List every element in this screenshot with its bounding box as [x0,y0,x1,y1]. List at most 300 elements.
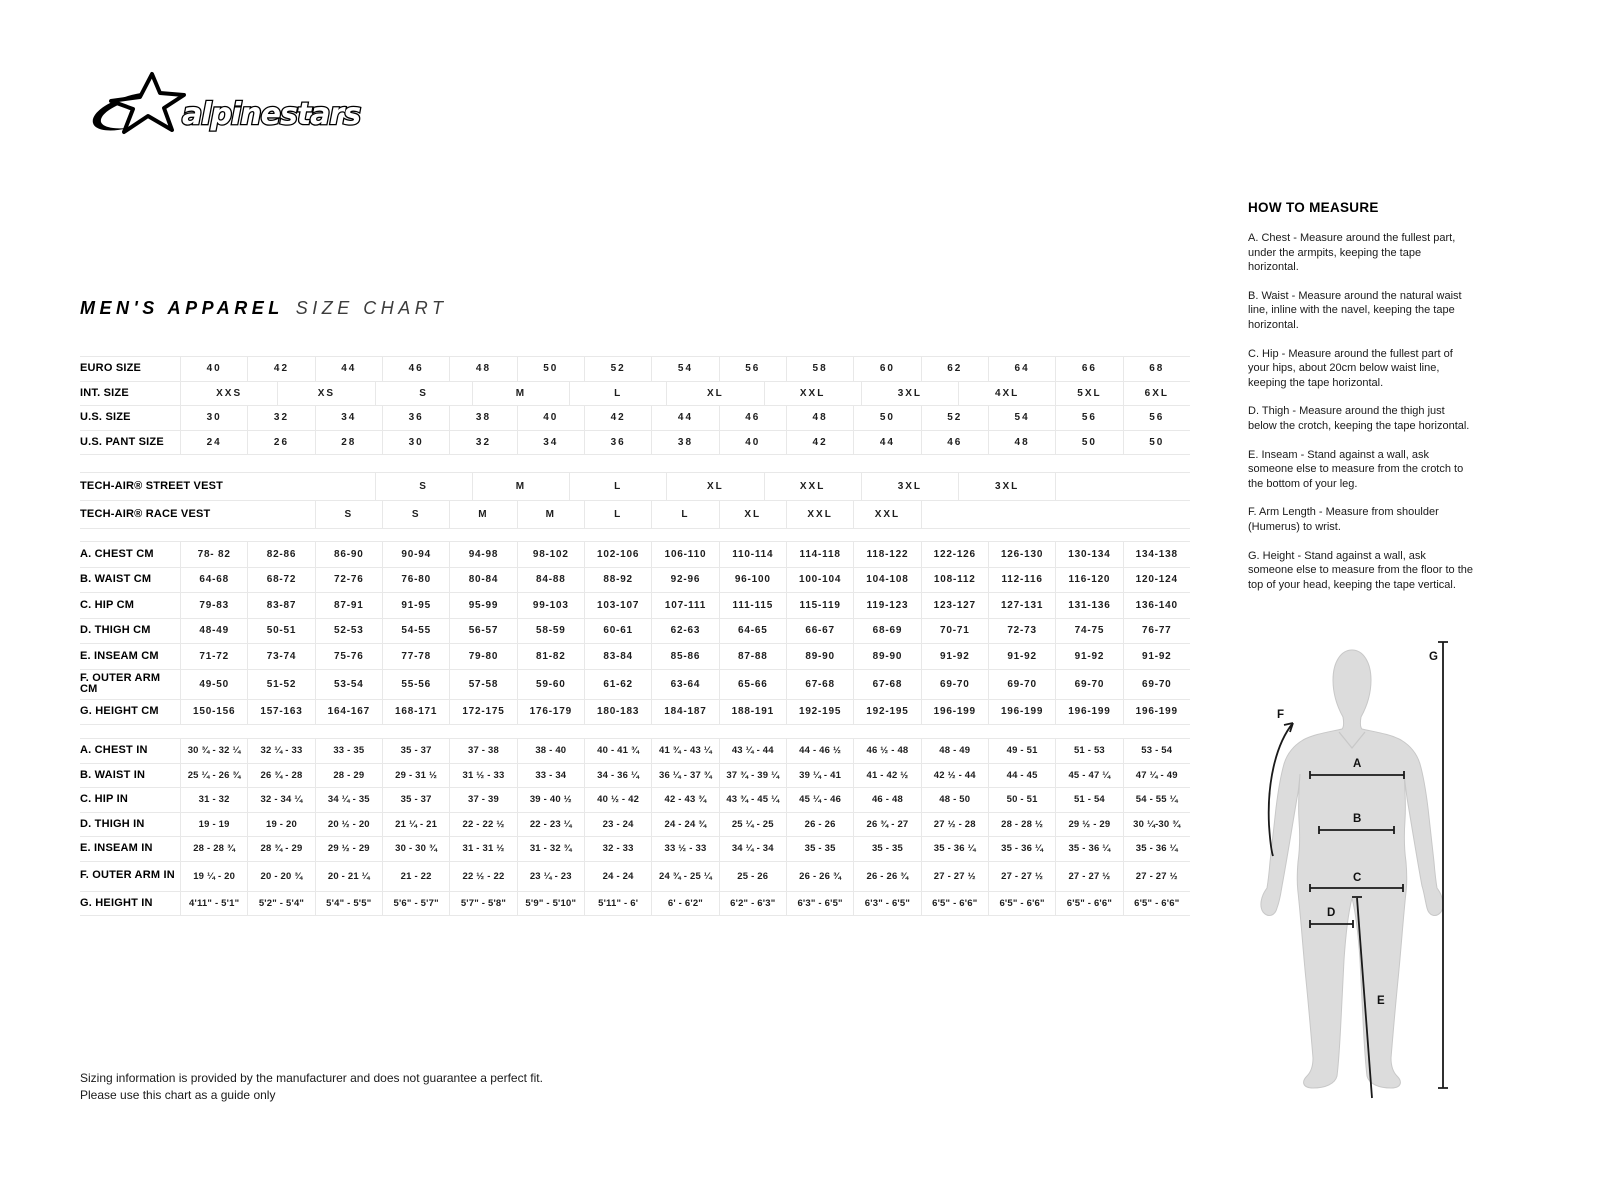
size-cell: 35 - 37 [382,788,449,812]
size-cell: 48 [786,406,853,430]
size-cell: 48 [449,357,516,381]
measure-instruction-c: C. Hip - Measure around the fullest part of your hips, about 20cm below waist line, keeping the tape horizontal. [1248,347,1453,389]
size-cell: 64-65 [719,619,786,644]
size-cell: 59-60 [517,670,584,699]
size-cell [1123,473,1190,500]
size-cell: 98-102 [517,542,584,567]
size-cell: M [472,382,569,406]
size-cell: 6'3" - 6'5" [786,892,853,916]
size-cell: 67-68 [786,670,853,699]
size-cell: 50 [853,406,920,430]
size-cell: 79-83 [180,593,247,618]
size-cell: 26 ¾ - 28 [247,764,314,788]
alpinestars-star-icon [93,74,184,132]
row-label: G. HEIGHT CM [80,705,159,717]
size-cell: 69-70 [1055,670,1122,699]
row-label: F. OUTER ARM CM [80,671,161,695]
size-cell: XXL [764,473,861,500]
size-cell: 32 - 33 [584,837,651,861]
size-cell: 48-49 [180,619,247,644]
size-cell: 94-98 [449,542,516,567]
size-cell: 30 [382,431,449,455]
size-cell: 46 - 48 [853,788,920,812]
size-cell: 76-80 [382,568,449,593]
row-cells [180,788,1190,812]
size-cell: 38 - 40 [517,739,584,763]
size-cell: 95-99 [449,593,516,618]
size-cell: 119-123 [853,593,920,618]
size-cell: 49 - 51 [988,739,1055,763]
figure-label-thigh: D [1327,907,1336,919]
size-cell: 46 [921,431,988,455]
size-cell: 26 - 26 ¾ [853,862,920,891]
size-cell: 22 - 22 ½ [449,813,516,837]
size-cell: 120-124 [1123,568,1190,593]
size-cell: 22 - 23 ¼ [517,813,584,837]
size-cell [277,473,374,500]
size-cell: 42 [247,357,314,381]
size-cell: 89-90 [786,644,853,669]
size-cell: 130-134 [1055,542,1122,567]
size-cell: 54-55 [382,619,449,644]
size-cell: 52 [921,406,988,430]
size-cell: 31 - 31 ½ [449,837,516,861]
row-label: INT. SIZE [80,386,129,399]
row-label: U.S. SIZE [80,411,131,423]
row-label: A. CHEST CM [80,547,154,560]
size-cell: 3XL [958,473,1055,500]
row-cells [180,619,1190,644]
size-cell: 5'7" - 5'8" [449,892,516,916]
measure-instruction-g: G. Height - Stand against a wall, ask someone else to measure from the floor to the top of your head, keeping the tape vertical. [1248,549,1474,591]
table-group-cm [80,541,1190,725]
row-cells [180,431,1190,455]
row-cells [180,700,1190,725]
size-cell: 57-58 [449,670,516,699]
size-cell: 37 - 38 [449,739,516,763]
table-row-c-hip-cm [80,593,1190,619]
size-cell: 73-74 [247,644,314,669]
size-cell: 52 [584,357,651,381]
size-cell: 37 - 39 [449,788,516,812]
table-row-tech-air-street-vest [80,473,1190,501]
size-cell: 196-199 [921,700,988,725]
size-cell: 33 ½ - 33 [651,837,718,861]
size-cell: 164-167 [315,700,382,725]
size-cell: 157-163 [247,700,314,725]
size-cell: 45 - 47 ¼ [1055,764,1122,788]
size-cell: 184-187 [651,700,718,725]
size-cell: XXL [786,501,853,528]
row-cells [180,837,1190,861]
size-cell: 40 [517,406,584,430]
size-cell: 62-63 [651,619,718,644]
size-cell: 103-107 [584,593,651,618]
size-cell: 29 - 31 ½ [382,764,449,788]
row-label: E. INSEAM CM [80,649,159,662]
row-label: D. THIGH IN [80,817,145,830]
size-cell: 27 - 27 ½ [1055,862,1122,891]
size-cell: 84-88 [517,568,584,593]
size-cell: 68-72 [247,568,314,593]
size-cell: 64-68 [180,568,247,593]
size-cell: 28 - 28 ½ [988,813,1055,837]
size-cell: 26 - 26 [786,813,853,837]
figure-label-height: G [1429,651,1438,663]
size-cell: 127-131 [988,593,1055,618]
size-cell: 50 [1123,431,1190,455]
size-cell: 86-90 [315,542,382,567]
table-row-c-hip-in [80,788,1190,813]
size-cell: 34 - 36 ¼ [584,764,651,788]
size-cell: 53-54 [315,670,382,699]
size-cell: 6'2" - 6'3" [719,892,786,916]
size-cell: 40 - 41 ¾ [584,739,651,763]
size-cell: 25 - 26 [719,862,786,891]
size-cell: 75-76 [315,644,382,669]
size-cell: 38 [449,406,516,430]
size-cell: 24 - 24 ¾ [651,813,718,837]
size-cell: 46 ½ - 48 [853,739,920,763]
size-cell: 42 - 43 ¾ [651,788,718,812]
size-cell: XL [666,382,763,406]
size-cell: 5'9" - 5'10" [517,892,584,916]
size-cell: 134-138 [1123,542,1190,567]
size-cell: 25 ¼ - 25 [719,813,786,837]
size-cell: 20 ½ - 20 [315,813,382,837]
size-cell: 23 - 24 [584,813,651,837]
size-cell: 104-108 [853,568,920,593]
row-cells [180,501,1190,528]
size-cell: 22 ½ - 22 [449,862,516,891]
size-cell: 83-84 [584,644,651,669]
size-cell: 176-179 [517,700,584,725]
size-cell: 116-120 [1055,568,1122,593]
size-cell: 48 [988,431,1055,455]
size-cell: 32 [247,406,314,430]
size-cell: 27 ½ - 28 [921,813,988,837]
size-cell: 66-67 [786,619,853,644]
size-cell: 6'5" - 6'6" [1123,892,1190,916]
size-cell: 81-82 [517,644,584,669]
size-cell: 91-92 [921,644,988,669]
size-cell: 44 [651,406,718,430]
size-cell [921,501,988,528]
size-cell: 23 ¼ - 23 [517,862,584,891]
size-cell: 29 ½ - 29 [1055,813,1122,837]
size-cell: XL [666,473,763,500]
size-cell: 192-195 [853,700,920,725]
size-cell: S [382,501,449,528]
size-cell: 85-86 [651,644,718,669]
how-to-measure-list [1248,231,1474,592]
size-cell: 136-140 [1123,593,1190,618]
row-cells [180,568,1190,593]
size-cell: 35 - 36 ¼ [1055,837,1122,861]
size-cell: 51 - 54 [1055,788,1122,812]
body-measurement-figure [1235,620,1475,1110]
row-cells [180,542,1190,567]
size-cell: 28 - 29 [315,764,382,788]
page-title [80,298,447,319]
size-cell: 20 - 20 ¾ [247,862,314,891]
size-cell: 20 - 21 ¼ [315,862,382,891]
size-cell: 27 - 27 ½ [988,862,1055,891]
disclaimer [80,1070,543,1104]
row-cells [180,892,1190,916]
size-cell: L [651,501,718,528]
size-cell: 72-73 [988,619,1055,644]
size-cell: 126-130 [988,542,1055,567]
size-cell: 63-64 [651,670,718,699]
size-cell: 150-156 [180,700,247,725]
size-cell: 51 - 53 [1055,739,1122,763]
measure-instruction-b: B. Waist - Measure around the natural waist line, inline with the navel, keeping the tape horizontal. [1248,289,1462,331]
size-cell: 21 - 22 [382,862,449,891]
title-sub: SIZE CHART [295,298,448,318]
size-cell: 31 ½ - 33 [449,764,516,788]
size-cell: 3XL [861,473,958,500]
size-cell: 30 - 30 ¾ [382,837,449,861]
size-cell: 196-199 [988,700,1055,725]
size-cell: 24 ¾ - 25 ¼ [651,862,718,891]
size-cell: 102-106 [584,542,651,567]
size-cell: 74-75 [1055,619,1122,644]
figure-label-chest: A [1353,758,1362,770]
row-label: F. OUTER ARM IN [80,869,175,882]
size-cell: 99-103 [517,593,584,618]
row-label: EURO SIZE [80,362,142,374]
table-group-tech [80,472,1190,529]
size-cell: 83-87 [247,593,314,618]
table-row-a-chest-in [80,739,1190,764]
size-cell: 33 - 35 [315,739,382,763]
alpinestars-logo [82,68,382,148]
size-cell: 96-100 [719,568,786,593]
body-silhouette [1261,650,1443,1088]
size-table [80,356,1190,916]
size-cell: M [449,501,516,528]
size-cell: 60 [853,357,920,381]
size-cell: 91-92 [988,644,1055,669]
size-cell: 3XL [861,382,958,406]
size-cell: 78- 82 [180,542,247,567]
size-cell: 43 ¾ - 45 ¼ [719,788,786,812]
logo-wordmark: alpinestars [182,97,361,132]
how-to-measure-panel [1248,200,1474,606]
size-cell: 32 - 34 ¼ [247,788,314,812]
table-row-euro-size [80,357,1190,382]
row-label: U.S. PANT SIZE [80,435,164,448]
measure-instruction-a: A. Chest - Measure around the fullest part, under the armpits, keeping the tape horizontal. [1248,232,1456,274]
size-cell: 50-51 [247,619,314,644]
size-cell: 27 - 27 ½ [921,862,988,891]
size-cell: 44 - 46 ½ [786,739,853,763]
size-cell: 35 - 36 ¼ [988,837,1055,861]
size-cell: 77-78 [382,644,449,669]
size-cell: 188-191 [719,700,786,725]
size-cell: 100-104 [786,568,853,593]
row-label: TECH-AIR® RACE VEST [80,507,211,520]
size-cell: 28 ¾ - 29 [247,837,314,861]
table-row-b-waist-in [80,764,1190,789]
size-cell: 56 [1055,406,1122,430]
size-cell: 88-92 [584,568,651,593]
measure-instruction-f: F. Arm Length - Measure from shoulder (Humerus) to wrist. [1248,506,1439,533]
measure-instruction-e: E. Inseam - Stand against a wall, ask someone else to measure from the crotch to the bottom of your leg. [1248,448,1464,490]
size-cell: 68-69 [853,619,920,644]
size-cell: 43 ¼ - 44 [719,739,786,763]
size-cell: 19 ¼ - 20 [180,862,247,891]
size-cell: 180-183 [584,700,651,725]
size-cell: 50 [517,357,584,381]
size-cell: 45 ¼ - 46 [786,788,853,812]
size-cell: 39 - 40 ½ [517,788,584,812]
size-cell: 26 ¾ - 27 [853,813,920,837]
size-cell: 34 [517,431,584,455]
size-cell: 122-126 [921,542,988,567]
size-cell: 6'5" - 6'6" [921,892,988,916]
size-cell: 87-91 [315,593,382,618]
size-cell: 89-90 [853,644,920,669]
size-cell: 168-171 [382,700,449,725]
size-cell: 114-118 [786,542,853,567]
size-cell: 42 ½ - 44 [921,764,988,788]
size-cell: 28 [315,431,382,455]
measure-instruction-d: D. Thigh - Measure around the thigh just below the crotch, keeping the tape horizontal. [1248,405,1470,432]
size-cell: 39 ¼ - 41 [786,764,853,788]
size-cell: 25 ¼ - 26 ¾ [180,764,247,788]
size-cell: 41 - 42 ½ [853,764,920,788]
size-cell: 24 [180,431,247,455]
size-cell: 31 - 32 ¾ [517,837,584,861]
size-cell: 5'6" - 5'7" [382,892,449,916]
size-cell: L [584,501,651,528]
row-cells [180,644,1190,669]
size-cell: 50 - 51 [988,788,1055,812]
size-cell: 118-122 [853,542,920,567]
size-cell: 6'3" - 6'5" [853,892,920,916]
row-cells [180,593,1190,618]
size-cell: 4XL [958,382,1055,406]
size-cell: 69-70 [988,670,1055,699]
size-cell: 32 [449,431,516,455]
disclaimer-line-1: Sizing information is provided by the manufacturer and does not guarantee a perfect fit. [80,1071,543,1085]
size-cell: 47 ¼ - 49 [1123,764,1190,788]
size-cell: 131-136 [1055,593,1122,618]
row-cells [180,357,1190,381]
table-row-f-outer-arm-in [80,862,1190,892]
size-cell: 66 [1055,357,1122,381]
size-cell: 34 ¼ - 34 [719,837,786,861]
row-cells [180,382,1190,406]
size-cell: 64 [988,357,1055,381]
size-cell: 6'5" - 6'6" [1055,892,1122,916]
size-cell: 68 [1123,357,1190,381]
table-row-a-chest-cm [80,542,1190,568]
size-cell: 46 [382,357,449,381]
size-cell: 33 - 34 [517,764,584,788]
size-cell: XXL [853,501,920,528]
size-cell: 37 ¾ - 39 ¼ [719,764,786,788]
row-cells [180,473,1190,500]
table-row-u-s-pant-size [80,431,1190,456]
row-cells [180,813,1190,837]
figure-label-arm: F [1277,709,1285,721]
size-cell: 111-115 [719,593,786,618]
size-cell: 21 ¼ - 21 [382,813,449,837]
row-label: C. HIP CM [80,598,135,611]
size-cell: 53 - 54 [1123,739,1190,763]
size-cell: M [517,501,584,528]
size-cell: 69-70 [1123,670,1190,699]
size-cell: 58 [786,357,853,381]
size-cell: 38 [651,431,718,455]
size-cell: 115-119 [786,593,853,618]
size-cell: 76-77 [1123,619,1190,644]
size-cell: L [569,382,666,406]
size-cell: 35 - 37 [382,739,449,763]
row-label: A. CHEST IN [80,744,148,756]
size-cell: S [375,473,472,500]
size-cell: 56-57 [449,619,516,644]
size-cell: XXS [180,382,277,406]
size-cell: 5'2" - 5'4" [247,892,314,916]
size-cell: 30 [180,406,247,430]
size-cell: 40 ½ - 42 [584,788,651,812]
size-cell: 54 [651,357,718,381]
disclaimer-line-2: Please use this chart as a guide only [80,1088,276,1102]
size-cell: 35 - 35 [786,837,853,861]
size-cell: 52-53 [315,619,382,644]
size-cell: 36 [382,406,449,430]
table-row-g-height-cm [80,700,1190,726]
size-cell: S [315,501,382,528]
size-cell: 6XL [1123,382,1190,406]
size-cell: 107-111 [651,593,718,618]
table-row-int-size [80,382,1190,407]
size-cell: 50 [1055,431,1122,455]
size-cell: 90-94 [382,542,449,567]
size-cell: 26 [247,431,314,455]
size-cell: 62 [921,357,988,381]
size-cell: 4'11" - 5'1" [180,892,247,916]
size-cell: XS [277,382,374,406]
size-cell: 82-86 [247,542,314,567]
size-cell: 112-116 [988,568,1055,593]
size-cell: 60-61 [584,619,651,644]
size-cell [988,501,1055,528]
size-cell: 5'11" - 6' [584,892,651,916]
size-cell: 92-96 [651,568,718,593]
size-cell: 31 - 32 [180,788,247,812]
size-cell: 48 - 50 [921,788,988,812]
size-cell: 91-95 [382,593,449,618]
size-cell: 196-199 [1123,700,1190,725]
size-cell [247,501,314,528]
size-cell: 56 [719,357,786,381]
size-cell: 30 ¾ - 32 ¼ [180,739,247,763]
height-line [1438,642,1448,1088]
size-cell: 61-62 [584,670,651,699]
table-row-e-inseam-in [80,837,1190,862]
size-cell: XL [719,501,786,528]
row-cells [180,764,1190,788]
row-cells [180,862,1190,891]
size-cell: 6' - 6'2" [651,892,718,916]
size-cell: 42 [786,431,853,455]
size-cell: 28 - 28 ¾ [180,837,247,861]
